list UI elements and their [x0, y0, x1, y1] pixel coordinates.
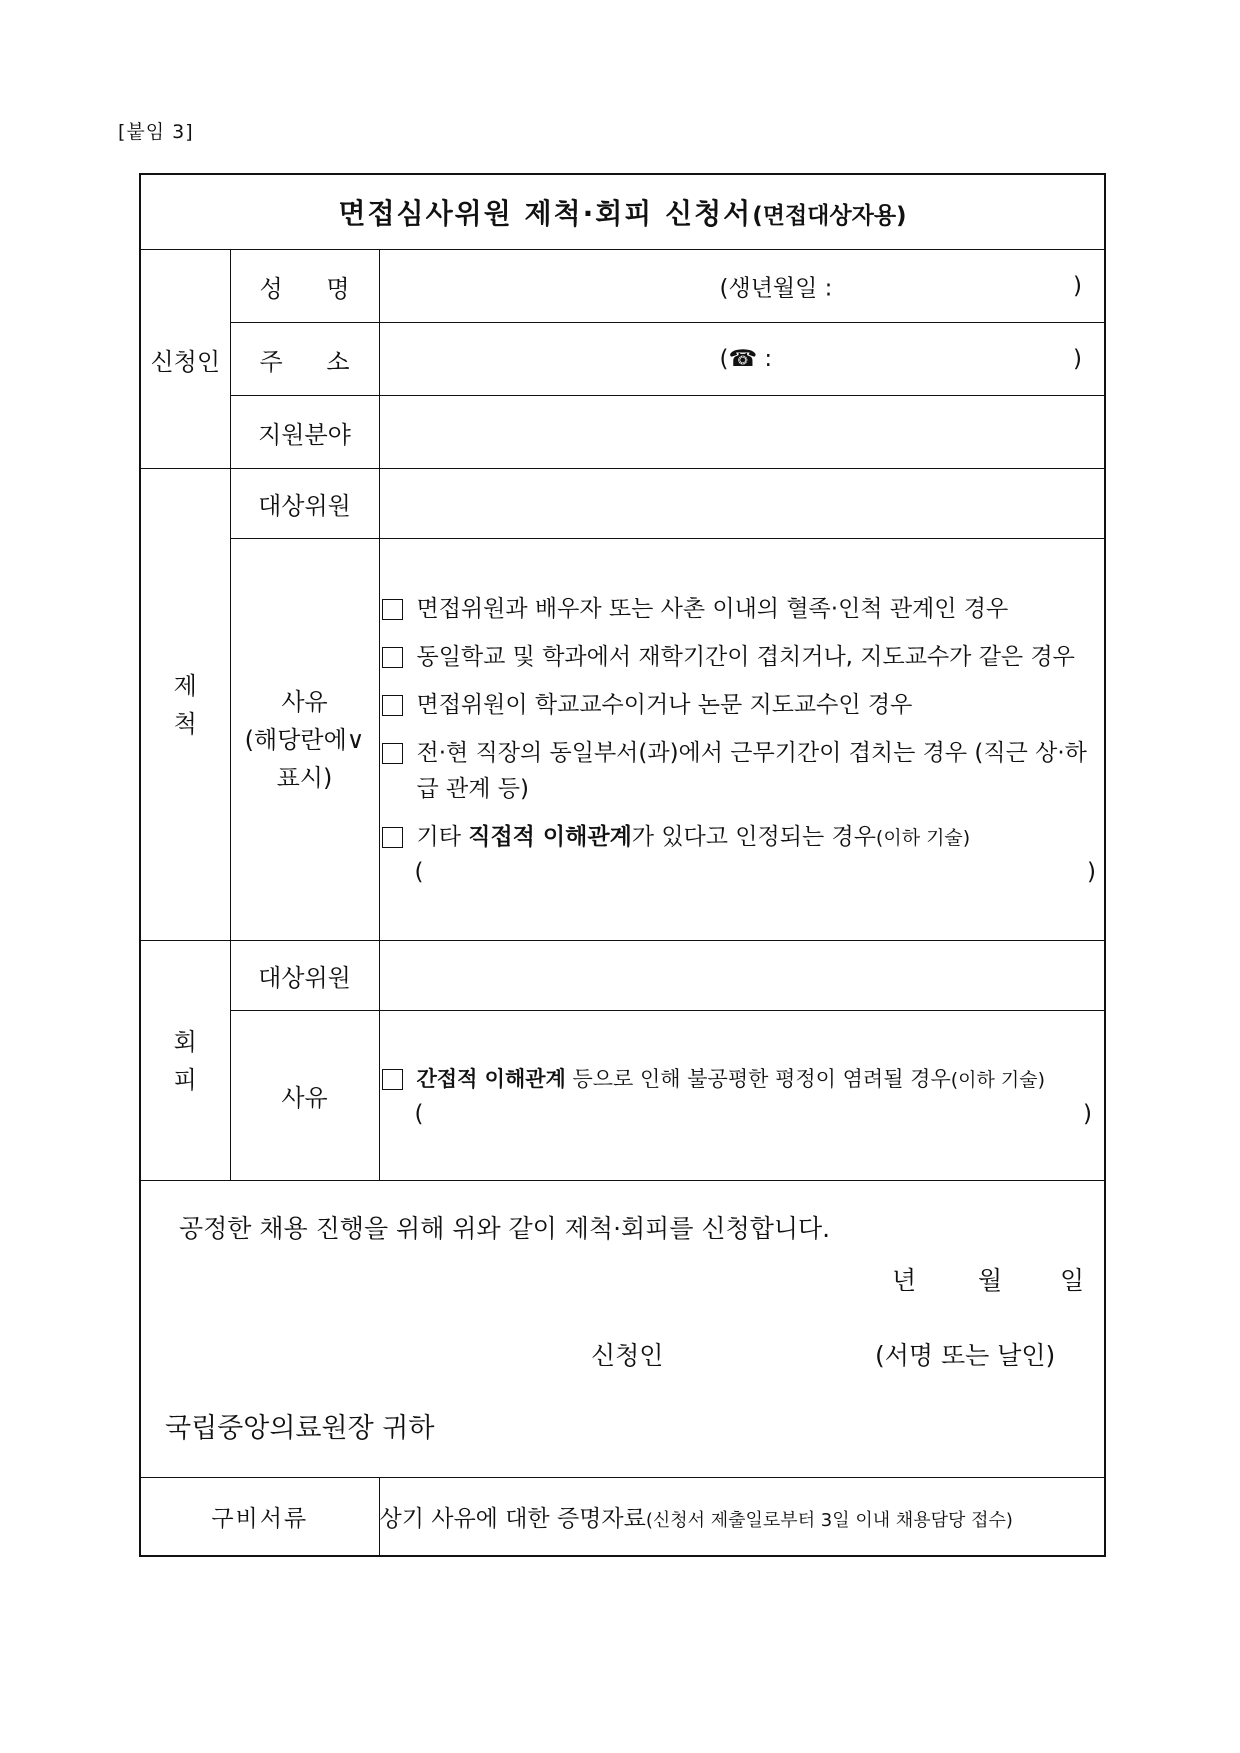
exclusion-target-field[interactable]	[379, 469, 1105, 539]
avoidance-reason-label: 사유	[230, 1011, 379, 1181]
exclusion-reason-other[interactable]	[380, 819, 1105, 856]
open-paren: (	[414, 1101, 424, 1127]
phone-label: (☎ :	[719, 346, 773, 372]
documents-text	[379, 1478, 1105, 1556]
reason-label-2: (해당란에∨	[244, 725, 365, 754]
date-day: 일	[1060, 1266, 1085, 1295]
exclusion-reason-2[interactable]	[380, 639, 1105, 675]
application-form	[139, 173, 1106, 1557]
checkbox[interactable]	[382, 647, 403, 668]
avoidance-detail[interactable]	[380, 1098, 1105, 1130]
avoidance-reason[interactable]	[380, 1061, 1105, 1098]
checkbox[interactable]	[382, 827, 403, 848]
checkbox[interactable]	[382, 599, 403, 620]
exclusion-other-detail[interactable]	[380, 856, 1105, 888]
checkbox[interactable]	[382, 695, 403, 716]
exclusion-reason-label	[230, 539, 379, 941]
avoidance-target-label: 대상위원	[230, 941, 379, 1011]
reason-label-3: 표시)	[276, 763, 333, 792]
declaration-section	[140, 1181, 1105, 1478]
other-suffix: 가 있다고 인정되는 경우	[631, 824, 876, 850]
form-title	[140, 174, 1105, 250]
reason-text: 동일학교 및 학과에서 재학기간이 겹치거나, 지도교수가 같은 경우	[416, 644, 1075, 670]
other-prefix: 기타	[416, 824, 469, 850]
form-title-suffix: (면접대상자용)	[752, 203, 907, 229]
name-field[interactable]	[379, 250, 1105, 323]
documents-label: 구비서류	[140, 1478, 379, 1556]
exclusion-char-1: 제	[173, 671, 197, 700]
address-label: 주 소	[230, 323, 379, 396]
applicant-group-label: 신청인	[140, 250, 230, 469]
recipient: 국립중앙의료원장 귀하	[165, 1413, 435, 1444]
avoidance-group	[140, 941, 230, 1181]
close-paren: )	[1083, 1101, 1093, 1127]
signature-label[interactable]: (서명 또는 날인)	[875, 1341, 1056, 1370]
avoidance-reasons	[379, 1011, 1105, 1181]
attachment-label: [붙임 3]	[118, 121, 194, 143]
exclusion-reasons	[379, 539, 1105, 941]
avoidance-char-1: 회	[173, 1027, 197, 1056]
documents-note: (신청서 제출일로부터 3일 이내 채용담당 접수)	[645, 1509, 1013, 1531]
exclusion-reason-3[interactable]	[380, 687, 1105, 723]
avoidance-reason-text: 등으로 인해 불공평한 평정이 염려될 경우	[565, 1067, 951, 1091]
checkbox[interactable]	[382, 743, 403, 764]
other-bold: 직접적 이해관계	[468, 824, 632, 850]
reason-text: 면접위원과 배우자 또는 사촌 이내의 혈족·인척 관계인 경우	[416, 596, 1009, 622]
open-paren: (	[414, 859, 424, 885]
birthdate-close-paren: )	[1073, 273, 1083, 299]
close-paren: )	[1087, 859, 1097, 885]
avoidance-target-field[interactable]	[379, 941, 1105, 1011]
field-label: 지원분야	[230, 396, 379, 469]
date-month: 월	[978, 1266, 1003, 1295]
declaration-statement: 공정한 채용 진행을 위해 위와 같이 제척·회피를 신청합니다.	[179, 1214, 831, 1243]
reason-text: 면접위원이 학교교수이거나 논문 지도교수인 경우	[416, 692, 913, 718]
exclusion-target-label: 대상위원	[230, 469, 379, 539]
field-input[interactable]	[379, 396, 1105, 469]
phone-close-paren: )	[1073, 346, 1083, 372]
avoidance-char-2: 피	[173, 1065, 197, 1094]
other-note: (이하 기술)	[875, 827, 971, 849]
exclusion-reason-1[interactable]	[380, 591, 1105, 627]
exclusion-group	[140, 469, 230, 941]
name-label: 성 명	[230, 250, 379, 323]
address-field[interactable]	[379, 323, 1105, 396]
applicant-sign-label: 신청인	[591, 1341, 664, 1370]
avoidance-note: (이하 기술)	[950, 1069, 1046, 1091]
documents-main: 상기 사유에 대한 증명자료	[379, 1505, 646, 1532]
date-year: 년	[892, 1266, 917, 1295]
checkbox[interactable]	[382, 1069, 403, 1090]
reason-label-1: 사유	[281, 687, 328, 716]
exclusion-reason-4[interactable]	[380, 735, 1105, 807]
form-title-main: 면접심사위원 제척·회피 신청서	[338, 197, 753, 230]
birthdate-label: (생년월일 :	[719, 275, 833, 302]
avoidance-bold: 간접적 이해관계	[416, 1067, 566, 1091]
reason-text: 전·현 직장의 동일부서(과)에서 근무기간이 겹치는 경우 (직근 상·하급 관계 등)	[416, 740, 1087, 802]
exclusion-char-2: 척	[173, 709, 197, 738]
